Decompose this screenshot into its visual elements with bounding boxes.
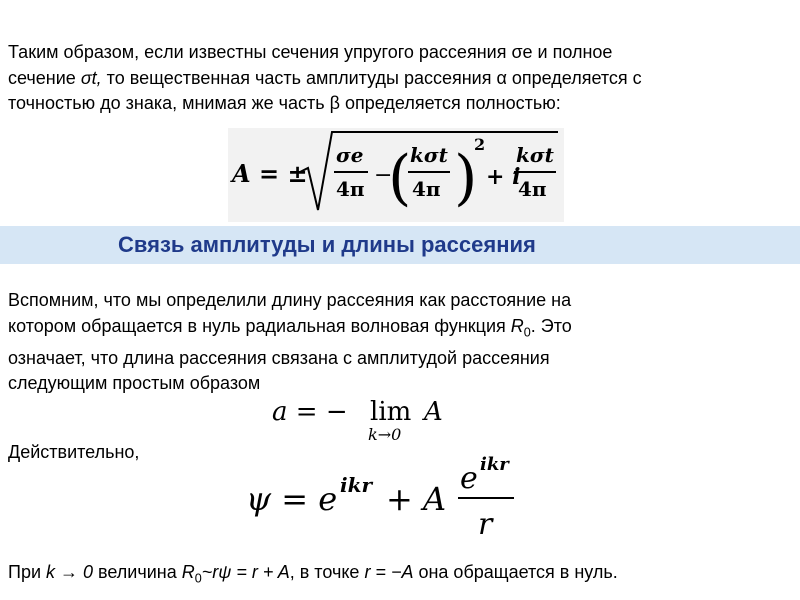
four-pi-1: 4π bbox=[336, 177, 365, 201]
intro-paragraph bbox=[8, 40, 642, 117]
left-paren: ( bbox=[388, 143, 412, 213]
r0-relation: ~rψ = r + A bbox=[201, 562, 290, 582]
lim-operator: lim bbox=[370, 397, 412, 427]
k-limit: k → 0 bbox=[46, 562, 94, 582]
lim-subscript: k→0 bbox=[368, 425, 402, 444]
conclusion-text-2: величина bbox=[93, 562, 182, 582]
indeed-text: Действительно, bbox=[8, 442, 140, 462]
four-pi-2: 4π bbox=[412, 177, 441, 201]
scattering-length-paragraph bbox=[8, 288, 572, 397]
formula3-plus-a: + A bbox=[386, 480, 447, 518]
k-sigma-t-2: kσt bbox=[516, 143, 554, 167]
wavefunction-formula bbox=[246, 452, 526, 544]
minus-sign: − bbox=[374, 163, 393, 188]
formula2-rhs: A bbox=[424, 397, 443, 427]
p2-line-4: следующим простым образом bbox=[8, 373, 261, 394]
numerator-exponent: ikr bbox=[480, 454, 509, 475]
intro-line-2-text-a: сечение bbox=[8, 67, 81, 88]
formula3-lhs: ψ = e bbox=[246, 480, 338, 518]
conclusion-text-4: она обращается в нуль. bbox=[413, 562, 618, 582]
formula3-exponent: ikr bbox=[340, 473, 372, 497]
numerator-e: e bbox=[460, 461, 478, 496]
conclusion-text-3: , в точке bbox=[289, 562, 365, 582]
limit-formula-graphic bbox=[272, 392, 462, 444]
r-subscript: 0 bbox=[523, 325, 531, 340]
square-exponent: 2 bbox=[474, 135, 486, 154]
right-paren: ) bbox=[454, 143, 478, 213]
p2-line-2-end: . Это bbox=[530, 315, 572, 336]
r0-symbol: R bbox=[181, 562, 195, 582]
conclusion-line bbox=[8, 560, 618, 592]
intro-line-2 bbox=[8, 66, 642, 92]
section-title: Связь амплитуды и длины рассеяния bbox=[118, 232, 536, 257]
formula1-lhs: A = ± bbox=[232, 159, 308, 188]
limit-formula bbox=[272, 392, 462, 444]
r-symbol: R bbox=[510, 315, 524, 336]
denominator-r: r bbox=[478, 507, 493, 542]
amplitude-formula bbox=[228, 128, 564, 222]
zero-condition: r = −A bbox=[364, 562, 414, 582]
k-sigma-t-1: kσt bbox=[410, 143, 448, 167]
wavefunction-formula-graphic bbox=[246, 452, 526, 544]
sigma-e: σe bbox=[336, 143, 364, 167]
intro-line-3: точностью до знака, мнимая же часть β определяется полностью: bbox=[8, 93, 561, 113]
sigma-t-symbol: σt, bbox=[80, 67, 102, 88]
p2-line-3: означает, что длина рассеяния связана с амплитудой рассеяния bbox=[8, 347, 550, 368]
r0-subscript: 0 bbox=[194, 571, 202, 586]
p2-line-2 bbox=[8, 314, 572, 346]
four-pi-3: 4π bbox=[518, 177, 547, 201]
indeed-paragraph bbox=[8, 440, 139, 466]
amplitude-formula-graphic bbox=[228, 128, 564, 222]
p2-line-1: Вспомним, что мы определили длину рассеяния как расстояние на bbox=[8, 290, 572, 310]
p2-line-2-text: котором обращается в нуль радиальная волновая функция bbox=[8, 315, 511, 336]
intro-line-1: Таким образом, если известны сечения упругого рассеяния σe и полное bbox=[8, 42, 613, 62]
intro-line-2-text-b: то вещественная часть амплитуды рассеяния α определяется с bbox=[101, 67, 642, 88]
conclusion-paragraph bbox=[8, 560, 618, 592]
formula2-lhs: a = − bbox=[272, 397, 348, 427]
conclusion-text-1: При bbox=[8, 562, 47, 582]
plus-i: + i bbox=[486, 164, 521, 190]
